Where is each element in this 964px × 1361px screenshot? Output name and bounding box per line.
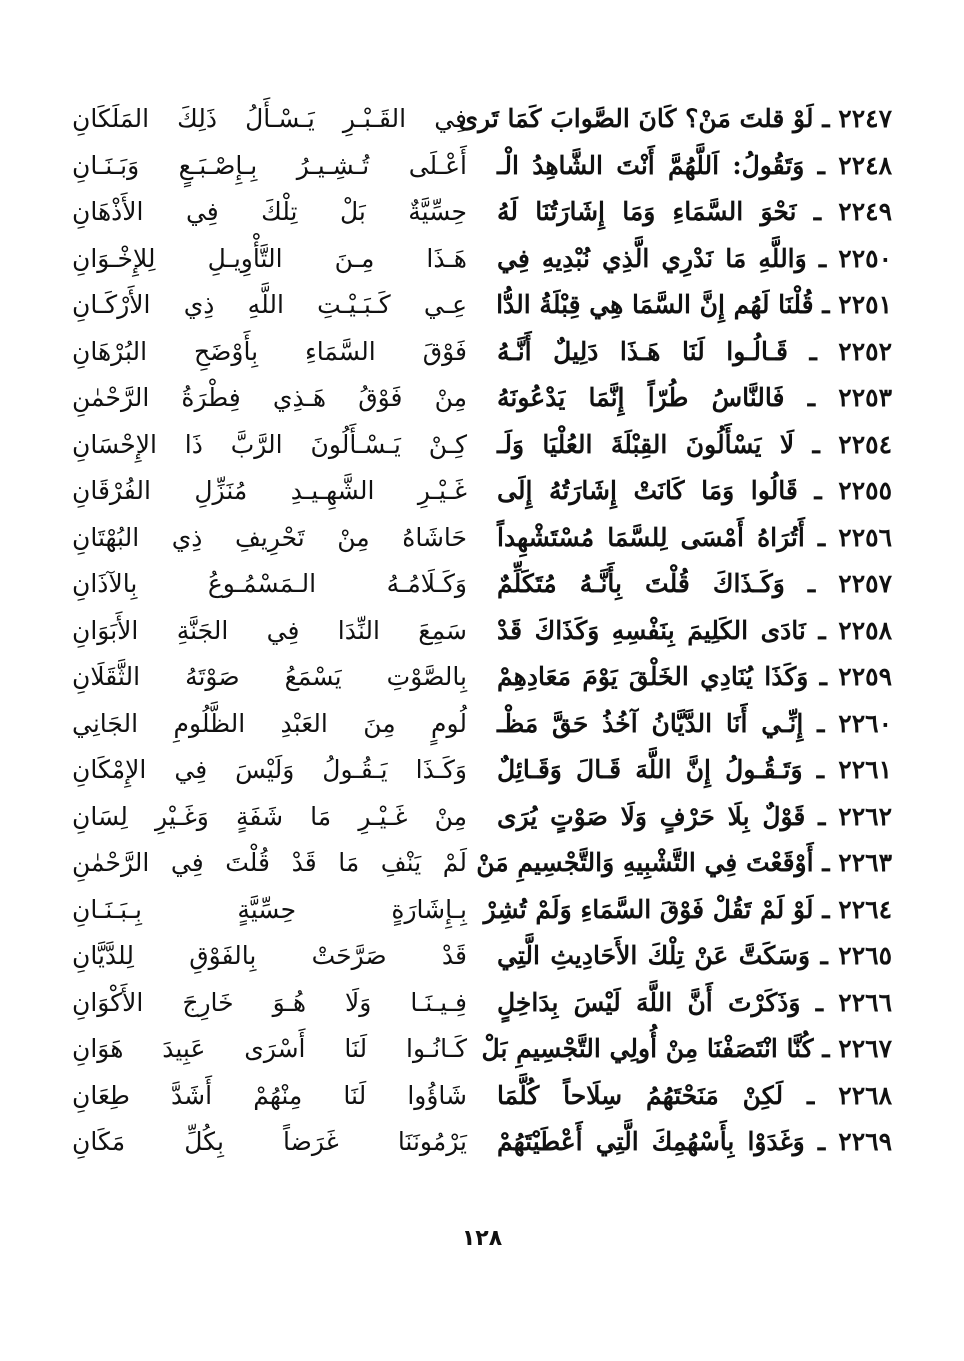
verse-line: [72, 840, 892, 887]
verse-second-hemistich: أَعْـلَى تُـشِـيـرُ بِـإِصْـبَـعٍ وَبَـنَـانِ: [72, 150, 467, 180]
verse-second-hemistich: كَـانُـوا لَنَا أَسْرَى عَبِيدَ هَوَانِ: [72, 1034, 467, 1064]
verse-line: [72, 468, 892, 515]
verse-second-hemistich: يَرْمُونَنَا غَرَضاً بِكُلِّ مَكَانِ: [72, 1127, 467, 1157]
verse-second-hemistich: عِـي كَـبَـيْـتِ اللَّهِ ذِي الأَرْكَـانِ: [72, 290, 467, 320]
verse-line: [72, 701, 892, 748]
verse-line: [72, 236, 892, 283]
verse-second-hemistich: قَدْ صَرَّحَتْ بِالفَوْقِ لِلدَّيَّانِ: [72, 941, 467, 971]
verse-first-hemistich: ٢٢٦٦ ـ وَذَكَرْتَ أَنَّ اللَّهَ لَيْسَ بِدَاخِلٍ: [497, 987, 892, 1017]
verse-second-hemistich: كِـنْ يَـسْـأَلُونَ الرَّبَّ ذَا الإِحْسَانِ: [72, 429, 467, 459]
verse-line: [72, 189, 892, 236]
verse-first-hemistich: ٢٢٦٤ ـ لَوْ لَمْ تَقُلْ فَوْقَ السَّمَاءِ وَلَمْ تُشِرْ: [483, 894, 892, 924]
verse-first-hemistich: ٢٢٥٣ ـ فَالنَّاسُ طُرّاً إِنَّمَا يَدْعُونَهُ: [497, 383, 892, 413]
verse-second-hemistich: هَـذَا مِـنَ التَّأْوِيـلِ لِلإِخْـوَانِ: [72, 243, 467, 273]
verse-second-hemistich: وَكَـلَامُـهُ الـمَسْمُـوعُ بِالآذَانِ: [72, 569, 467, 599]
verse-first-hemistich: ٢٢٦٣ ـ أَوْقَعْتَ فِي التَّشْبِيهِ وَالتَّجْسِيمِ مَنْ: [476, 848, 892, 878]
verse-second-hemistich: فِـيـنَـا وَلَا هُـوَ خَارِجَ الأَكْوَانِ: [72, 987, 467, 1017]
verse-line: [72, 96, 892, 143]
verse-first-hemistich: ٢٢٤٩ ـ نَحْوَ السَّمَاءِ وَمَا إِشَارَتُنَا لَهُ: [497, 197, 892, 227]
verse-line: [72, 887, 892, 934]
verse-first-hemistich: ٢٢٦٧ ـ كُنَّا انْتَصَفْنَا مِنْ أُولِي التَّجْسِيمِ بَلْ: [481, 1034, 892, 1064]
verse-line: [72, 561, 892, 608]
verse-first-hemistich: ٢٢٤٨ ـ وَتَقُولُ: اَللَّهُمَّ أَنْتَ الشَّاهِدُ الْـ: [497, 150, 892, 180]
verse-first-hemistich: ٢٢٦١ ـ وَتَـقُـولُ إِنَّ اللَّهَ قَـالَ وَقَـائِلٌ: [497, 755, 892, 785]
verse-line: [72, 933, 892, 980]
verse-first-hemistich: ٢٢٥٤ ـ لَا يَسْأَلُونَ القِبْلَةَ العُلْيَا وَلَـ: [497, 429, 892, 459]
verse-line: [72, 654, 892, 701]
verse-line: [72, 980, 892, 1027]
verse-line: [72, 143, 892, 190]
verse-second-hemistich: حِسِّيَّةٌ بَلْ تِلْكَ فِي الأَذْهَانِ: [72, 197, 467, 227]
verse-first-hemistich: ٢٢٥١ ـ قُلْنَا لَهُم إِنَّ السَّمَا هِي قِبْلَةُ الدُّا: [496, 290, 892, 320]
verse-second-hemistich: فَوْقَ السَّمَاءِ بِأَوْضَحِ البُرْهَانِ: [72, 336, 467, 366]
verse-first-hemistich: ٢٢٦٥ ـ وَسَكَتَّ عَنْ تِلْكَ الأَحَادِيثِ الَّتِي: [497, 941, 892, 971]
verse-second-hemistich: فِي القَـبْـرِ يَـسْـأَلُ ذَلِكَ المَلَكَانِ: [72, 104, 467, 134]
verse-first-hemistich: ٢٢٦٨ ـ لَكِنْ مَنَحْتَهُمُ سِلَاحاً كُلَّمَا: [497, 1080, 892, 1110]
verse-line: [72, 375, 892, 422]
verse-second-hemistich: غَـيْـرِ الشَّهِـيـدِ مُنَزِّلِ الفُرْقَانِ: [72, 476, 467, 506]
verse-first-hemistich: ٢٢٥٨ ـ نَادَى الكَلِيمَ بِنَفْسِهِ وَكَذَاكَ قَدْ: [497, 615, 892, 645]
verse-second-hemistich: حَاشَاهُ مِنْ تَحْرِيفِ ذِي البُهْتَانِ: [72, 522, 467, 552]
verse-second-hemistich: مِنْ غَـيْـرِ مَا شَفَةٍ وَغَـيْرِ لِسَانِ: [72, 801, 467, 831]
verse-second-hemistich: بِالصَّوْتِ يَسْمَعُ صَوْتَهُ الثَّقَلَانِ: [72, 662, 467, 692]
verse-first-hemistich: ٢٢٥٦ ـ أَتُرَاهُ أَمْسَى لِلسَّمَا مُسْتَشْهِداً: [497, 522, 892, 552]
verse-line: [72, 1026, 892, 1073]
verse-first-hemistich: ٢٢٥٧ ـ وَكَـذَاكَ قُلْتَ بِأَنَّـهُ مُتَكَلِّمٌ: [497, 569, 892, 599]
verse-line: [72, 1119, 892, 1166]
page-number: ١٢٨: [461, 1226, 503, 1251]
verse-line: [72, 1073, 892, 1120]
verse-second-hemistich: بِـإِشَارَةٍ حِسِّيَّةٍ بِـبَـنَـانِ: [72, 894, 467, 924]
verse-first-hemistich: ٢٢٥٩ ـ وَكَذَا يُنَادِي الخَلْقَ يَوْمَ مَعَادِهِمْ: [497, 662, 892, 692]
verse-first-hemistich: ٢٢٥٢ ـ قَـالُـوا لَنَا هَـذَا دَلِيلٌ أَنَّـهُ: [497, 336, 892, 366]
verse-line: [72, 747, 892, 794]
verse-first-hemistich: ٢٢٦٠ ـ إِنِّـي أَنَا الدَّيَّانُ آخُذُ حَقَّ مَظْـ: [497, 708, 892, 738]
verse-first-hemistich: ٢٢٦٢ ـ قَوْلٌ بِلَا حَرْفٍ وَلَا صَوْتٍ يُرَى: [497, 801, 892, 831]
verse-line: [72, 422, 892, 469]
verse-list: [72, 96, 892, 1166]
verse-second-hemistich: لُومٍ مِنَ العَبْدِ الظَّلُومِ الجَانِي: [72, 708, 467, 738]
verse-second-hemistich: لَمْ يَنْفِ مَا قَدْ قُلْتَ فِي الرَّحْمٰنِ: [72, 848, 467, 878]
verse-first-hemistich: ٢٢٤٧ ـ لَوْ قلتَ مَنْ؟ كَانَ الصَّوابَ كَمَا تَرى: [458, 104, 892, 134]
verse-second-hemistich: وَكَـذَا يَـقُـولُ وَلَيْسَ فِي الإِمْكَانِ: [72, 755, 467, 785]
verse-second-hemistich: سَمِعَ النِّدَا فِي الجَنَّةِ الأَبَوَانِ: [72, 615, 467, 645]
verse-second-hemistich: شَاؤُوا لَنَا مِنْهُمْ أَشَدَّ طِعَانِ: [72, 1080, 467, 1110]
verse-first-hemistich: ٢٢٥٥ ـ قَالُوا وَمَا كَانَتْ إِشَارَتُهُ إِلَى: [497, 476, 892, 506]
verse-line: [72, 608, 892, 655]
verse-line: [72, 794, 892, 841]
verse-line: [72, 515, 892, 562]
verse-line: [72, 282, 892, 329]
verse-second-hemistich: مِنْ فَوْقُ هَـذِي فِطْرَةُ الرَّحْمٰنِ: [72, 383, 467, 413]
verse-first-hemistich: ٢٢٥٠ ـ وَاللَّهِ مَا نَدْرِي الَّذِي نُبْدِيهِ فِي: [497, 243, 892, 273]
verse-line: [72, 329, 892, 376]
verse-first-hemistich: ٢٢٦٩ ـ وَغَدَوْا بِأَسْهُمِكَ الَّتِي أَعْطَيْتَهُمْ: [497, 1127, 892, 1157]
